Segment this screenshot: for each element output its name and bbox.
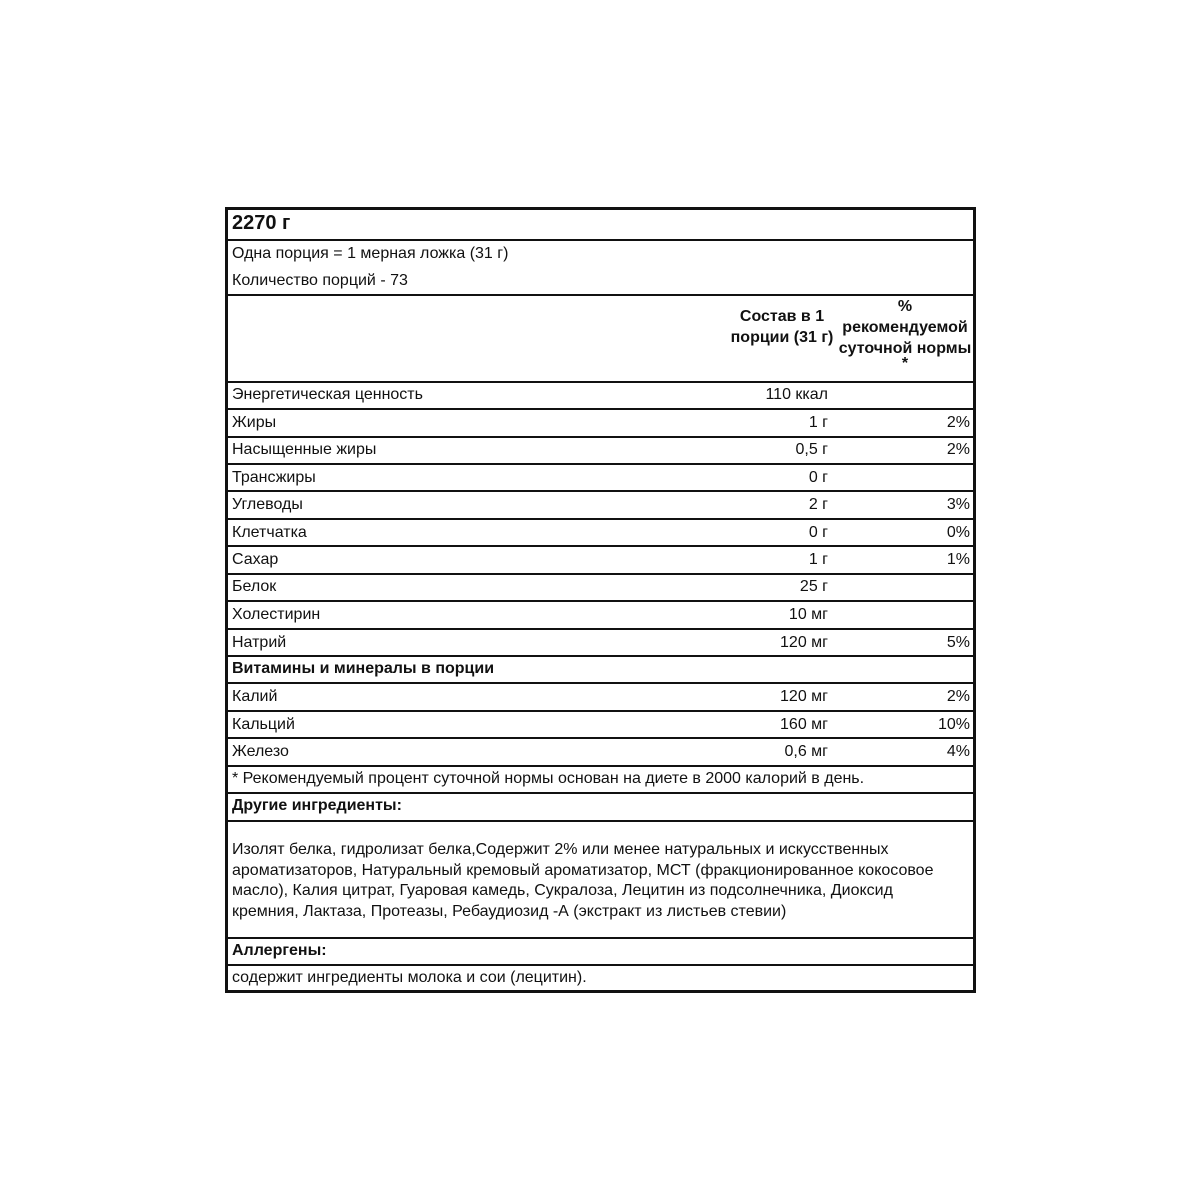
nutrient-dv: 2% [946, 441, 970, 458]
energy-label: Энергетическая ценность [232, 386, 423, 403]
mineral-dv: 2% [946, 688, 970, 705]
amount-per-serving-header: Состав в 1 порции (31 г) [730, 308, 834, 346]
weight-row [228, 210, 973, 239]
nutrient-amount: 2 г [808, 496, 828, 513]
nutrient-row [228, 573, 973, 600]
nutrient-amount: 25 г [799, 578, 828, 595]
ingredients-line: масло), Калия цитрат, Гуаровая камедь, Сукралоза, Лецитин из подсолнечника, Диоксид [232, 882, 893, 899]
daily-value-header [838, 296, 972, 372]
nutrient-dv: 1% [946, 551, 970, 568]
nutrition-facts-table [225, 207, 976, 993]
nutrient-dv: 5% [946, 634, 970, 651]
nutrient-label: Сахар [232, 551, 279, 568]
other-ingredients-text [232, 840, 967, 922]
mineral-row [228, 682, 973, 710]
allergens-text: содержит ингредиенты молока и сои (лецитин). [232, 969, 587, 986]
nutrient-label: Натрий [232, 634, 287, 651]
nutrient-label: Жиры [232, 414, 277, 431]
mineral-row [228, 737, 973, 765]
nutrient-label: Холестирин [232, 606, 321, 623]
mineral-dv: 10% [937, 716, 970, 733]
mineral-label: Калий [232, 688, 278, 705]
footnote-row [228, 765, 973, 792]
nutrient-amount: 0,5 г [795, 441, 828, 458]
nutrient-row [228, 463, 973, 490]
nutrient-dv: 3% [946, 496, 970, 513]
nutrient-amount: 0 г [808, 469, 828, 486]
footnote: * Рекомендуемый процент суточной нормы основан на диете в 2000 калорий в день. [232, 770, 865, 787]
mineral-label: Железо [232, 743, 289, 760]
ingredients-line: ароматизаторов, Натуральный кремовый ароматизатор, МСТ (фракционированное кокосовое [232, 861, 934, 879]
nutrient-amount: 1 г [808, 414, 828, 431]
nutrient-amount: 10 мг [788, 606, 828, 623]
allergens-header: Аллергены: [232, 942, 327, 959]
nutrient-row [228, 545, 973, 573]
energy-row [228, 381, 973, 408]
ingredients-line: кремния, Лактаза, Протеазы, Ребаудиозид -А (экстракт из листьев стевии) [232, 902, 787, 920]
nutrient-amount: 120 мг [780, 634, 828, 651]
nutrient-dv: 0% [946, 524, 970, 541]
mineral-amount: 120 мг [780, 688, 828, 705]
nutrient-row [228, 408, 973, 436]
daily-value-star: * [901, 355, 909, 372]
mineral-dv: 4% [946, 743, 970, 760]
vitamins-header: Витамины и минералы в порции [232, 660, 495, 677]
mineral-amount: 0,6 мг [784, 743, 828, 760]
nutrient-dv: 2% [946, 414, 970, 431]
mineral-label: Кальций [232, 716, 295, 733]
allergens-row [228, 964, 973, 990]
nutrient-label: Трансжиры [232, 469, 316, 486]
vitamins-header-row [228, 655, 973, 682]
serving-size: Одна порция = 1 мерная ложка (31 г) [232, 245, 509, 262]
nutrient-label: Углеводы [232, 496, 303, 513]
allergens-header-row [228, 937, 973, 964]
nutrient-amount: 0 г [808, 524, 828, 541]
mineral-amount: 160 мг [780, 716, 828, 733]
package-weight: 2270 г [232, 212, 291, 234]
nutrient-label: Насыщенные жиры [232, 441, 377, 458]
mineral-row [228, 710, 973, 737]
nutrient-row [228, 518, 973, 545]
other-ingredients-row [228, 820, 973, 937]
nutrient-row [228, 490, 973, 518]
column-header-row [228, 294, 973, 381]
nutrient-row [228, 600, 973, 628]
servings-count: Количество порций - 73 [232, 272, 408, 289]
daily-value-label: рекомендуемой суточной нормы [838, 319, 972, 357]
nutrient-label: Белок [232, 578, 277, 595]
nutrient-amount: 1 г [808, 551, 828, 568]
other-ingredients-header: Другие ингредиенты: [232, 797, 402, 814]
other-ingredients-header-row [228, 792, 973, 820]
energy-amount: 110 ккал [765, 386, 828, 403]
nutrient-row [228, 628, 973, 655]
ingredients-line: Изолят белка, гидролизат белка,Содержит 2% или менее натуральных и искусственных [232, 841, 889, 858]
nutrient-row [228, 436, 973, 463]
serving-info [228, 239, 973, 294]
daily-value-percent: % [897, 298, 913, 315]
nutrient-label: Клетчатка [232, 524, 307, 541]
